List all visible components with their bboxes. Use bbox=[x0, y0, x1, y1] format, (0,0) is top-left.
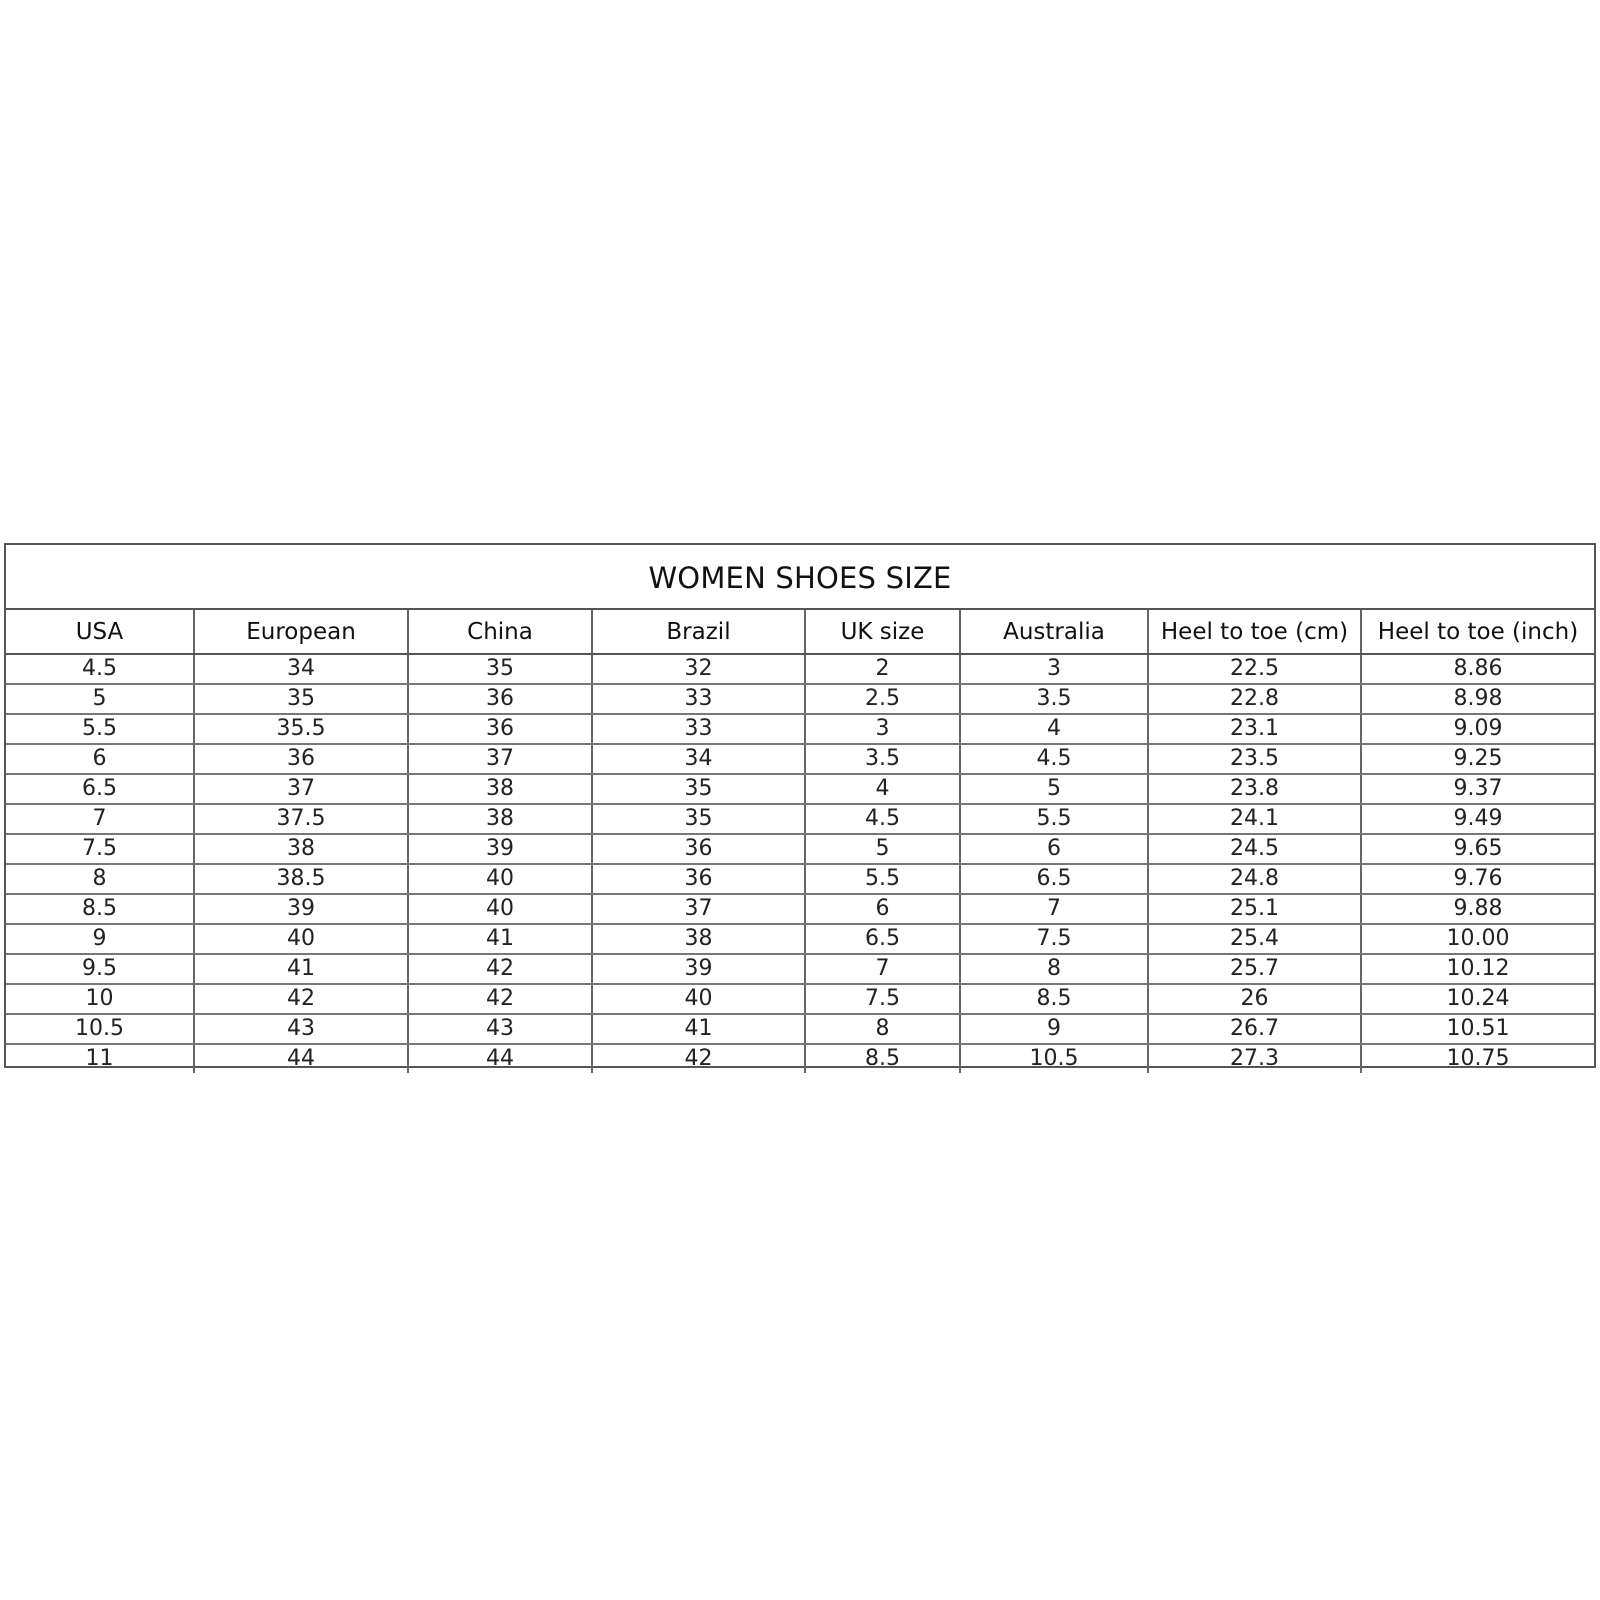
size-chart-table-frame bbox=[4, 543, 1596, 1071]
table-cell: 5.5 bbox=[6, 714, 194, 744]
table-cell: 24.8 bbox=[1148, 864, 1361, 894]
table-cell: 22.5 bbox=[1148, 654, 1361, 684]
table-cell: 4 bbox=[960, 714, 1148, 744]
table-cell: 39 bbox=[592, 954, 805, 984]
table-cell: 9.5 bbox=[6, 954, 194, 984]
table-row bbox=[6, 864, 1594, 894]
table-cell: 43 bbox=[194, 1014, 408, 1044]
table-cell: 42 bbox=[592, 1044, 805, 1073]
table-cell: 6 bbox=[805, 894, 960, 924]
table-cell: 10.5 bbox=[960, 1044, 1148, 1073]
chart-title: WOMEN SHOES SIZE bbox=[6, 545, 1594, 610]
table-cell: 5 bbox=[960, 774, 1148, 804]
table-row bbox=[6, 714, 1594, 744]
table-cell: 42 bbox=[408, 954, 592, 984]
table-cell: 9.09 bbox=[1361, 714, 1594, 744]
table-cell: 3.5 bbox=[805, 744, 960, 774]
table-cell: 5.5 bbox=[805, 864, 960, 894]
table-cell: 33 bbox=[592, 684, 805, 714]
table-cell: 2 bbox=[805, 654, 960, 684]
table-cell: 6 bbox=[960, 834, 1148, 864]
table-cell: 7 bbox=[960, 894, 1148, 924]
table-cell: 41 bbox=[592, 1014, 805, 1044]
table-cell: 8.86 bbox=[1361, 654, 1594, 684]
table-cell: 40 bbox=[592, 984, 805, 1014]
table-cell: 9.76 bbox=[1361, 864, 1594, 894]
table-cell: 40 bbox=[408, 894, 592, 924]
table-cell: 34 bbox=[194, 654, 408, 684]
table-row bbox=[6, 804, 1594, 834]
table-cell: 6.5 bbox=[960, 864, 1148, 894]
table-cell: 3.5 bbox=[960, 684, 1148, 714]
table-cell: 23.5 bbox=[1148, 744, 1361, 774]
table-body bbox=[6, 654, 1594, 1073]
table-cell: 7 bbox=[6, 804, 194, 834]
table-cell: 36 bbox=[592, 864, 805, 894]
table-cell: 9.49 bbox=[1361, 804, 1594, 834]
table-cell: 6 bbox=[6, 744, 194, 774]
table-cell: 36 bbox=[408, 714, 592, 744]
table-cell: 3 bbox=[960, 654, 1148, 684]
table-cell: 9.37 bbox=[1361, 774, 1594, 804]
table-cell: 44 bbox=[194, 1044, 408, 1073]
table-cell: 23.8 bbox=[1148, 774, 1361, 804]
table-cell: 23.1 bbox=[1148, 714, 1361, 744]
table-cell: 4.5 bbox=[6, 654, 194, 684]
table-cell: 8.5 bbox=[805, 1044, 960, 1073]
table-cell: 38 bbox=[592, 924, 805, 954]
table-cell: 4.5 bbox=[805, 804, 960, 834]
table-cell: 9.88 bbox=[1361, 894, 1594, 924]
column-header-uk-size: UK size bbox=[805, 610, 960, 654]
table-cell: 39 bbox=[194, 894, 408, 924]
table-cell: 25.7 bbox=[1148, 954, 1361, 984]
column-header-european: European bbox=[194, 610, 408, 654]
table-cell: 9.65 bbox=[1361, 834, 1594, 864]
table-row bbox=[6, 774, 1594, 804]
table-cell: 8.98 bbox=[1361, 684, 1594, 714]
table-cell: 22.8 bbox=[1148, 684, 1361, 714]
table-cell: 39 bbox=[408, 834, 592, 864]
table-cell: 10.5 bbox=[6, 1014, 194, 1044]
table-cell: 33 bbox=[592, 714, 805, 744]
table-cell: 10.00 bbox=[1361, 924, 1594, 954]
table-cell: 3 bbox=[805, 714, 960, 744]
table-cell: 41 bbox=[408, 924, 592, 954]
table-cell: 37 bbox=[592, 894, 805, 924]
column-header-australia: Australia bbox=[960, 610, 1148, 654]
column-header-heel-to-toe-cm: Heel to toe (cm) bbox=[1148, 610, 1361, 654]
table-cell: 37 bbox=[408, 744, 592, 774]
table-cell: 9 bbox=[6, 924, 194, 954]
column-header-heel-to-toe-inch: Heel to toe (inch) bbox=[1361, 610, 1594, 654]
table-cell: 10.51 bbox=[1361, 1014, 1594, 1044]
table-row bbox=[6, 744, 1594, 774]
table-cell: 35 bbox=[592, 774, 805, 804]
table-cell: 9.25 bbox=[1361, 744, 1594, 774]
table-cell: 8 bbox=[960, 954, 1148, 984]
table-cell: 35.5 bbox=[194, 714, 408, 744]
table-cell: 10.75 bbox=[1361, 1044, 1594, 1073]
table-cell: 42 bbox=[408, 984, 592, 1014]
table-cell: 8.5 bbox=[960, 984, 1148, 1014]
table-cell: 5.5 bbox=[960, 804, 1148, 834]
table-row bbox=[6, 1044, 1594, 1073]
table-cell: 9 bbox=[960, 1014, 1148, 1044]
table-cell: 43 bbox=[408, 1014, 592, 1044]
size-table bbox=[6, 610, 1594, 1073]
table-cell: 5 bbox=[6, 684, 194, 714]
table-cell: 6.5 bbox=[805, 924, 960, 954]
table-cell: 32 bbox=[592, 654, 805, 684]
table-row bbox=[6, 654, 1594, 684]
column-header-china: China bbox=[408, 610, 592, 654]
table-cell: 38.5 bbox=[194, 864, 408, 894]
table-row bbox=[6, 684, 1594, 714]
table-cell: 2.5 bbox=[805, 684, 960, 714]
table-cell: 6.5 bbox=[6, 774, 194, 804]
table-row bbox=[6, 894, 1594, 924]
table-cell: 8 bbox=[805, 1014, 960, 1044]
table-row bbox=[6, 1014, 1594, 1044]
column-header-usa: USA bbox=[6, 610, 194, 654]
table-cell: 36 bbox=[408, 684, 592, 714]
table-header bbox=[6, 610, 1594, 654]
table-cell: 10.24 bbox=[1361, 984, 1594, 1014]
table-cell: 25.1 bbox=[1148, 894, 1361, 924]
table-cell: 38 bbox=[194, 834, 408, 864]
table-cell: 5 bbox=[805, 834, 960, 864]
table-cell: 7.5 bbox=[805, 984, 960, 1014]
table-cell: 35 bbox=[194, 684, 408, 714]
table-cell: 37 bbox=[194, 774, 408, 804]
table-cell: 36 bbox=[194, 744, 408, 774]
table-cell: 40 bbox=[194, 924, 408, 954]
table-cell: 24.5 bbox=[1148, 834, 1361, 864]
table-cell: 7 bbox=[805, 954, 960, 984]
table-row bbox=[6, 954, 1594, 984]
column-header-brazil: Brazil bbox=[592, 610, 805, 654]
table-cell: 10 bbox=[6, 984, 194, 1014]
table-cell: 7.5 bbox=[6, 834, 194, 864]
table-cell: 8 bbox=[6, 864, 194, 894]
table-cell: 27.3 bbox=[1148, 1044, 1361, 1073]
table-cell: 42 bbox=[194, 984, 408, 1014]
table-cell: 44 bbox=[408, 1044, 592, 1073]
table-cell: 38 bbox=[408, 774, 592, 804]
table-row bbox=[6, 924, 1594, 954]
table-cell: 26.7 bbox=[1148, 1014, 1361, 1044]
table-cell: 4 bbox=[805, 774, 960, 804]
table-row bbox=[6, 984, 1594, 1014]
table-cell: 35 bbox=[408, 654, 592, 684]
table-cell: 11 bbox=[85, 1046, 114, 1071]
table-cell: 36 bbox=[592, 834, 805, 864]
header-row bbox=[6, 610, 1594, 654]
table-cell: 24.1 bbox=[1148, 804, 1361, 834]
table-cell: 41 bbox=[194, 954, 408, 984]
table-cell: 35 bbox=[592, 804, 805, 834]
table-cell: 4.5 bbox=[960, 744, 1148, 774]
table-cell: 37.5 bbox=[194, 804, 408, 834]
table-row bbox=[6, 834, 1594, 864]
table-cell: 40 bbox=[408, 864, 592, 894]
table-cell: 8.5 bbox=[6, 894, 194, 924]
table-cell: 34 bbox=[592, 744, 805, 774]
table-cell: 38 bbox=[408, 804, 592, 834]
table-cell: 25.4 bbox=[1148, 924, 1361, 954]
table-cell: 7.5 bbox=[960, 924, 1148, 954]
table-cell: 10.12 bbox=[1361, 954, 1594, 984]
table-cell: 26 bbox=[1148, 984, 1361, 1014]
